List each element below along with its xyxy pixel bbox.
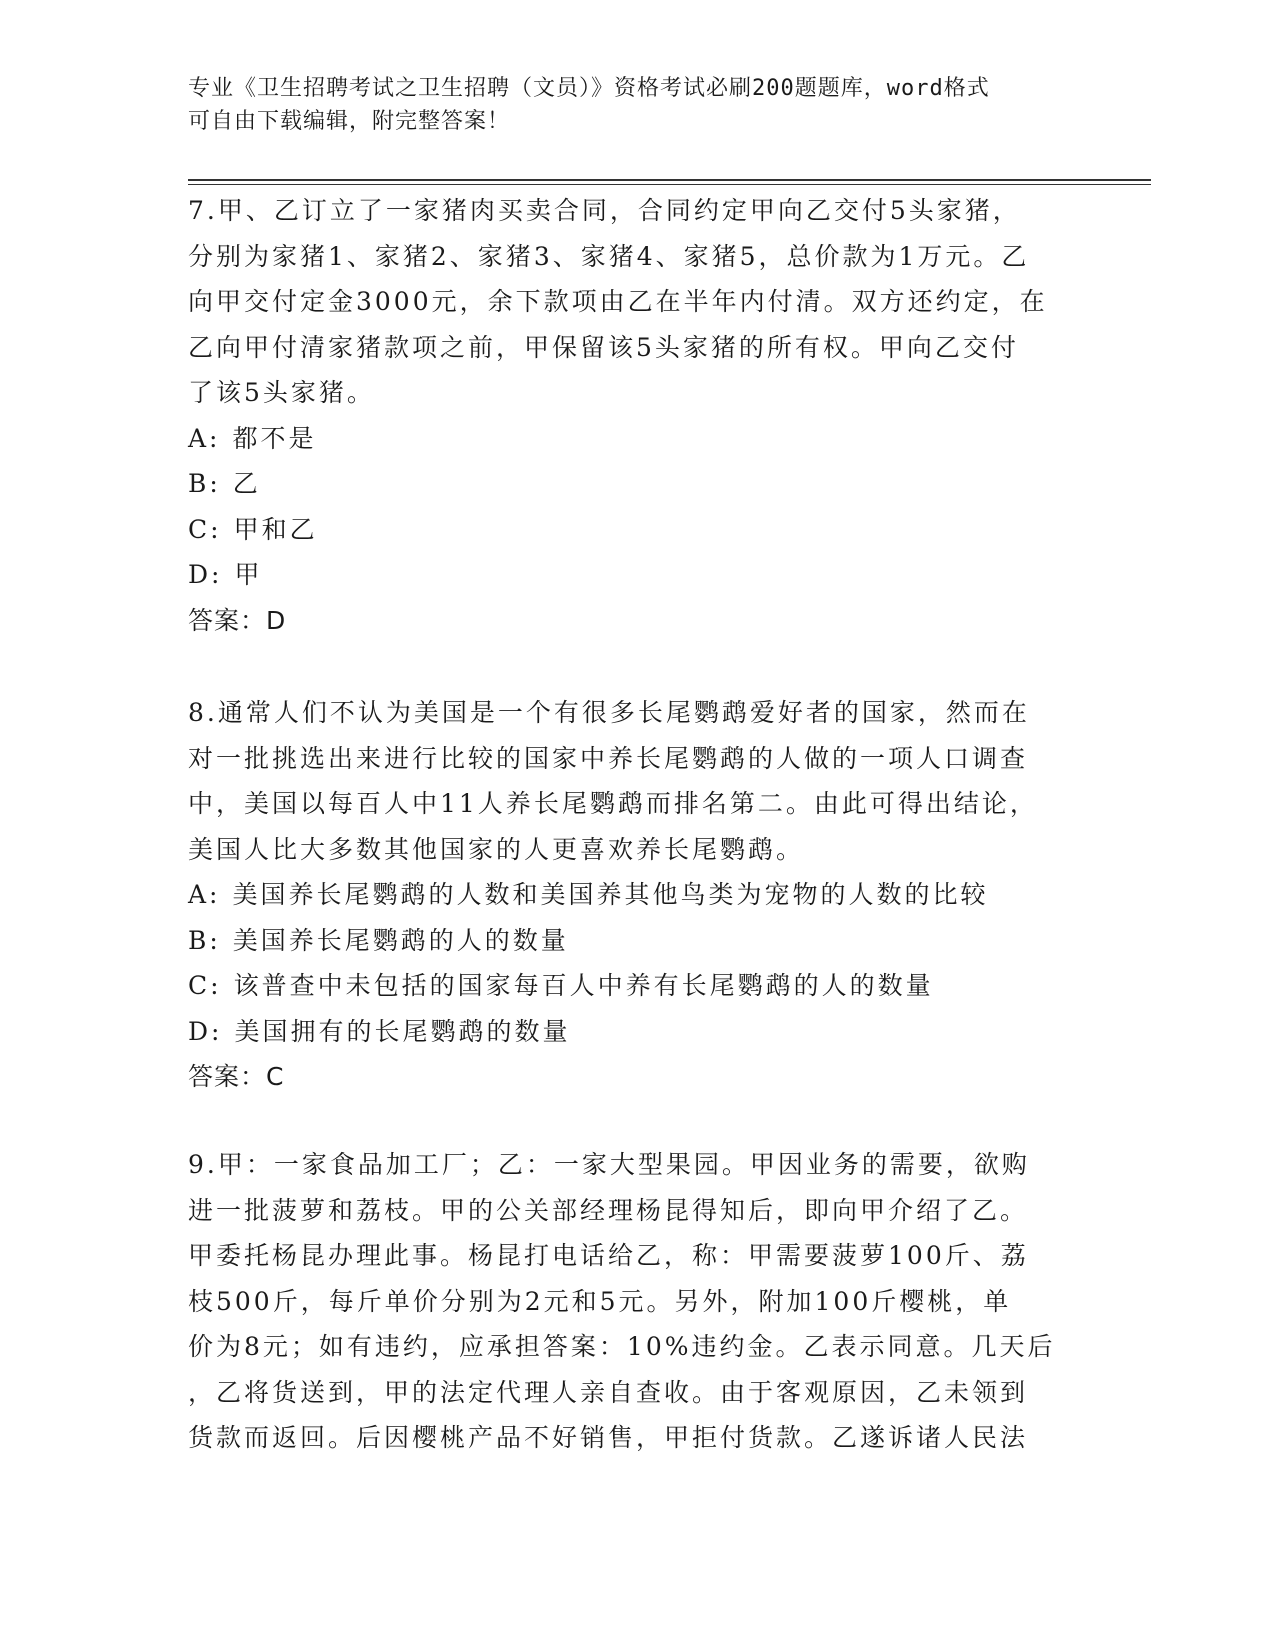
header-line-1: 专业《卫生招聘考试之卫生招聘（文员）》资格考试必刷200题题库，word格式 (188, 76, 990, 101)
option-text: 都不是 (232, 423, 317, 453)
option-d (188, 552, 1088, 598)
option-text: 美国养长尾鹦鹉的人的数量 (232, 925, 569, 955)
question-stem (188, 690, 1088, 872)
option-key: A: (188, 423, 221, 453)
option-text: 美国拥有的长尾鹦鹉的数量 (234, 1016, 571, 1046)
stem-line: 了该5头家猪。 (188, 378, 375, 407)
stem-line: 货款而返回。后因樱桃产品不好销售，甲拒付货款。乙遂诉诸人民法 (188, 1423, 1029, 1452)
stem-line: 对一批挑选出来进行比较的国家中养长尾鹦鹉的人做的一项人口调查 (188, 743, 1029, 773)
stem-line: 进一批菠萝和荔枝。甲的公关部经理杨昆得知后，即向甲介绍了乙。 (188, 1195, 1029, 1225)
question-9 (188, 1142, 1088, 1461)
option-text: 美国养长尾鹦鹉的人数和美国养其他鸟类为宠物的人数的比较 (232, 880, 989, 909)
option-c (188, 507, 1088, 553)
option-b (188, 918, 1088, 964)
option-c (188, 963, 1088, 1009)
option-a (188, 872, 1088, 918)
option-key: D: (188, 560, 223, 589)
stem-line: 乙向甲付清家猪款项之前，甲保留该5头家猪的所有权。甲向乙交付 (188, 332, 1019, 362)
stem-line: 分别为家猪1、家猪2、家猪3、家猪4、家猪5，总价款为1万元。乙 (188, 241, 1030, 271)
stem-line: ，乙将货送到，甲的法定代理人亲自查收。由于客观原因，乙未领到 (188, 1377, 1029, 1407)
stem-line: 中，美国以每百人中11人养长尾鹦鹉而排名第二。由此可得出结论， (188, 789, 1038, 818)
question-8 (188, 690, 1088, 1100)
option-text: 甲 (234, 560, 263, 589)
option-key: B: (188, 925, 221, 955)
stem-line: 9.甲：一家食品加工厂；乙：一家大型果园。甲因业务的需要，欲购 (188, 1150, 1030, 1179)
document-header (188, 72, 1068, 138)
option-text: 甲和乙 (233, 514, 318, 544)
question-stem (188, 188, 1088, 416)
stem-line: 向甲交付定金3000元，余下款项由乙在半年内付清。双方还约定，在 (188, 287, 1048, 316)
option-key: A: (188, 880, 221, 909)
option-d (188, 1009, 1088, 1055)
option-text: 该普查中未包括的国家每百人中养有长尾鹦鹉的人的数量 (233, 971, 934, 1000)
stem-line: 7.甲、乙订立了一家猪肉买卖合同，合同约定甲向乙交付5头家猪， (188, 196, 1021, 225)
option-key: B: (188, 469, 221, 498)
stem-line: 枝500斤，每斤单价分别为2元和5元。另外，附加100斤樱桃，单 (188, 1286, 1012, 1316)
stem-line: 甲委托杨昆办理此事。杨昆打电话给乙，称：甲需要菠萝100斤、荔 (188, 1241, 1029, 1270)
answer-line: 答案：C (188, 1062, 285, 1091)
option-text: 乙 (232, 469, 261, 498)
option-b (188, 461, 1088, 507)
question-stem (188, 1142, 1088, 1461)
header-divider-thin (188, 184, 1151, 185)
option-key: D: (188, 1016, 223, 1046)
stem-line: 美国人比大多数其他国家的人更喜欢养长尾鹦鹉。 (188, 834, 805, 864)
header-divider (188, 179, 1151, 181)
option-a (188, 416, 1088, 462)
question-7 (188, 188, 1088, 644)
header-line-2: 可自由下载编辑，附完整答案！ (188, 109, 511, 134)
option-key: C: (188, 971, 222, 1000)
option-key: C: (188, 514, 222, 544)
stem-line: 8.通常人们不认为美国是一个有很多长尾鹦鹉爱好者的国家，然而在 (188, 698, 1030, 727)
stem-line: 价为8元；如有违约，应承担答案：10%违约金。乙表示同意。几天后 (188, 1332, 1056, 1361)
answer-line: 答案：D (188, 605, 287, 635)
